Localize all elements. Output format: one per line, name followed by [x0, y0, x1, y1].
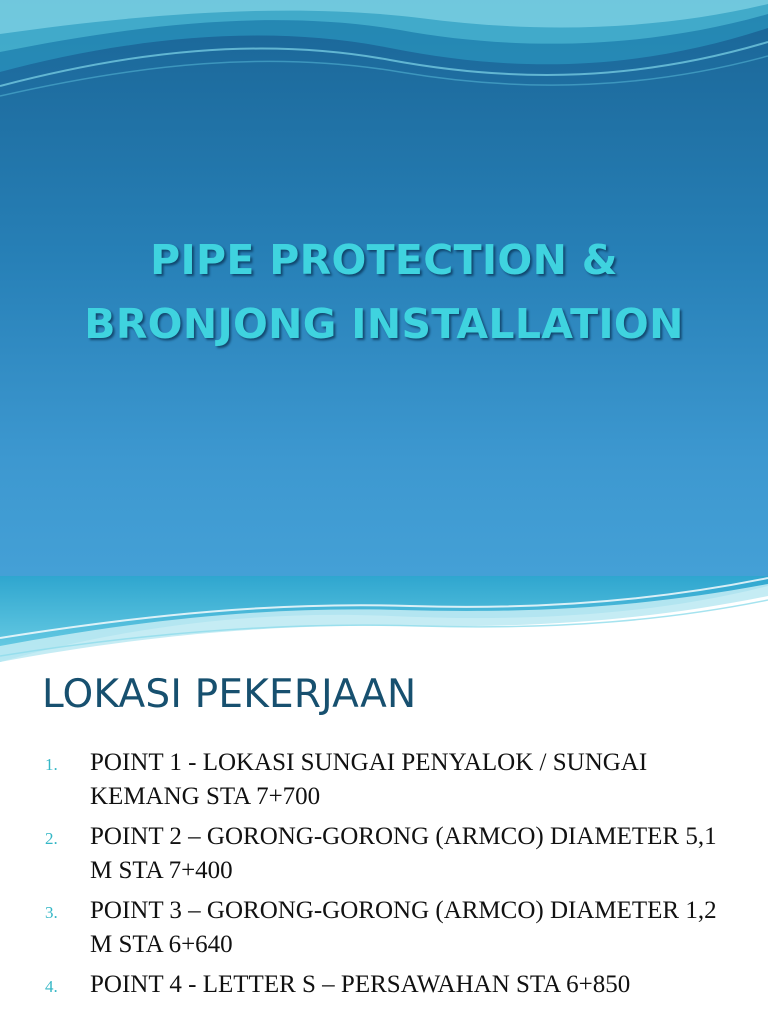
content-slide	[0, 576, 768, 1024]
slide-heading: LOKASI PEKERJAAN	[42, 672, 417, 717]
list-item	[0, 894, 768, 962]
title-line-2: BRONJONG INSTALLATION	[84, 300, 684, 348]
wave-decoration-top	[0, 0, 768, 110]
title-line-1: PIPE PROTECTION &	[150, 236, 618, 284]
list-item-text: POINT 2 – GORONG-GORONG (ARMCO) DIAMETER 5,1 M STA 7+400	[90, 823, 717, 884]
location-list	[0, 746, 768, 1008]
list-item-number: 4.	[45, 977, 58, 996]
list-item	[0, 820, 768, 888]
list-item	[0, 746, 768, 814]
list-item-number: 1.	[45, 755, 58, 774]
list-item-text: POINT 1 - LOKASI SUNGAI PENYALOK / SUNGAI KEMANG STA 7+700	[90, 749, 648, 810]
list-item-text: POINT 4 - LETTER S – PERSAWAHAN STA 6+850	[90, 971, 631, 998]
wave-decoration-header	[0, 576, 768, 666]
presentation-title	[0, 228, 768, 356]
list-item-number: 2.	[45, 829, 58, 848]
list-item-number: 3.	[45, 903, 58, 922]
list-item-text: POINT 3 – GORONG-GORONG (ARMCO) DIAMETER 1,2 M STA 6+640	[90, 897, 717, 958]
list-item	[0, 968, 768, 1002]
